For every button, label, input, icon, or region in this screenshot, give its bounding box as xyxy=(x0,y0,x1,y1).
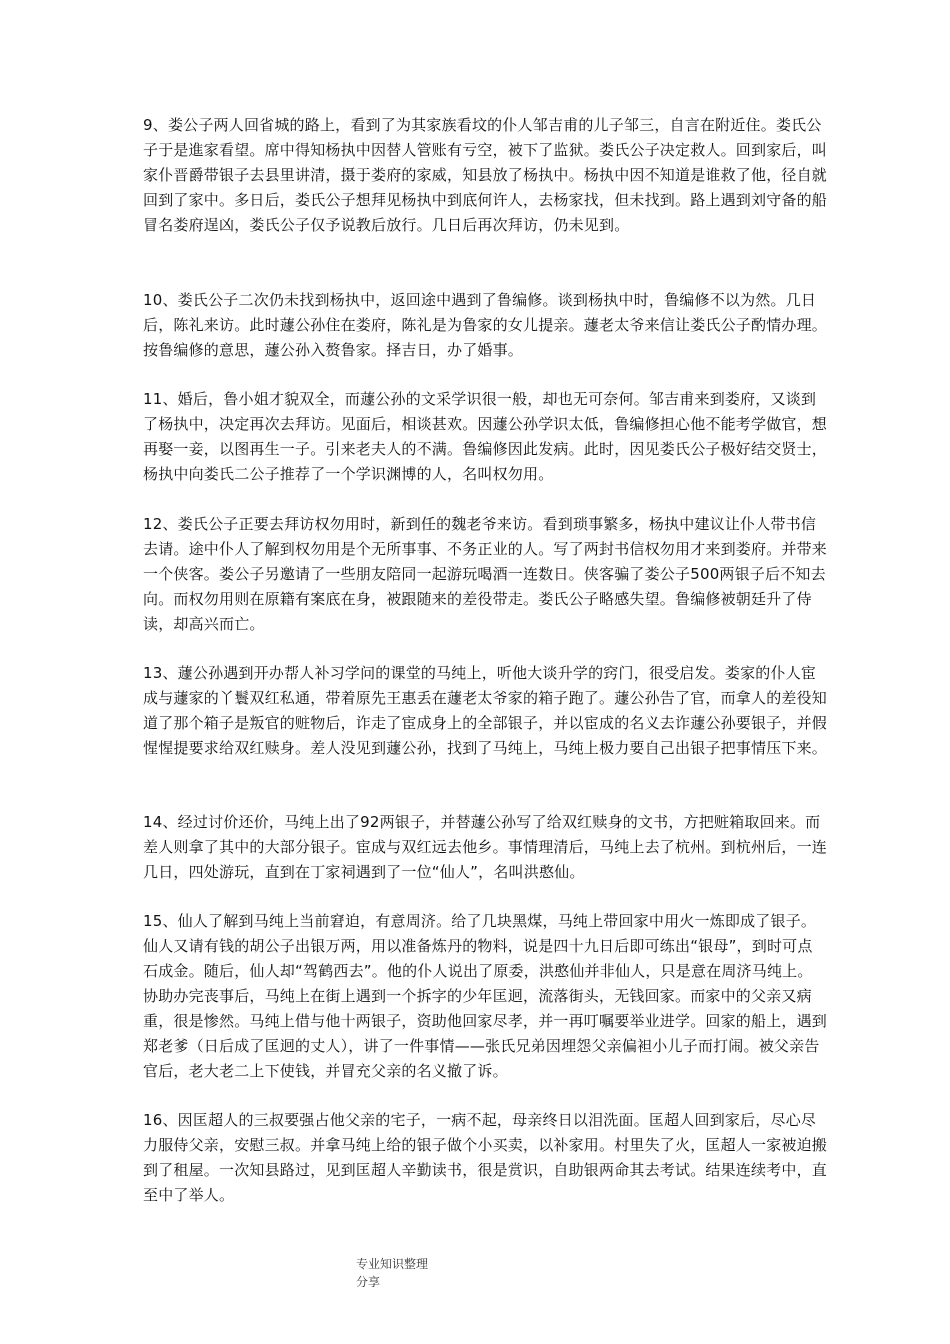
page-footer: 专业知识整理分享 xyxy=(356,1257,429,1289)
paragraph-9: 9、娄公子两人回省城的路上，看到了为其家族看坟的仆人邹吉甫的儿子邹三，自言在附近住。娄氏公子于是進家看望。席中得知杨执中因替人管账有亏空，被下了监狱。娄氏公子决定救人。回到家后，叫家仆晋爵带银子去县里讲清，摄于娄府的家威，知县放了杨执中。杨执中因不知道是谁救了他，径自就回到了家中。多日后，娄氏公子想拜见杨执中到底何许人，去杨家找，但未找到。路上遇到刘守备的船冒名娄府逞凶，娄氏公子仅予说教后放行。几日后再次拜访，仍未见到。 xyxy=(143,116,828,234)
paragraph-16: 16、因匡超人的三叔要强占他父亲的宅子，一病不起，母亲终日以泪洗面。匡超人回到家后，尽心尽力服侍父亲，安慰三叔。并拿马纯上给的银子做个小买卖，以补家用。村里失了火，匡超人一家被迫搬到了租屋。一次知县路过，见到匡超人辛勤读书，很是赏识，自助银两命其去考试。结果连续考中，直至中了举人。 xyxy=(143,1111,828,1204)
paragraph-15: 15、仙人了解到马纯上当前窘迫，有意周济。给了几块黑煤，马纯上带回家中用火一炼即成了银子。仙人又请有钱的胡公子出银万两，用以准备炼丹的物料，说是四十九日后即可练出“银母”，到时可点石成金。随后，仙人却“驾鹤西去”。他的仆人说出了原委，洪憨仙并非仙人，只是意在周济马纯上。协助办完丧事后，马纯上在街上遇到一个拆字的少年匡迥，流落街头，无钱回家。而家中的父亲又病重，很是惨然。马纯上借与他十两银子，资助他回家尽孝，并一再叮嘱要举业进学。回家的船上，遇到郑老爹（日后成了匡迥的丈人），讲了一件事情——张氏兄弟因埋怨父亲偏袒小儿子而打闹。被父亲告官后，老大老二上下使钱，并冒充父亲的名义撤了诉。 xyxy=(143,912,828,1080)
paragraph-13: 13、蘧公孙遇到开办帮人补习学问的课堂的马纯上，听他大谈升学的窍门，很受启发。娄家的仆人宦成与蘧家的丫鬟双红私通，带着原先王惠丢在蘧老太爷家的箱子跑了。蘧公孙告了官，而拿人的差役知道了那个箱子是叛官的赃物后，诈走了宦成身上的全部银子，并以宦成的名义去诈蘧公孙要银子，并假惺惺提要求给双红赎身。差人没见到蘧公孙，找到了马纯上，马纯上极力要自己出银子把事情压下来。 xyxy=(143,664,828,757)
paragraph-14: 14、经过讨价还价，马纯上出了92两银子，并替蘧公孙写了给双红赎身的文书，方把赃箱取回来。而差人则拿了其中的大部分银子。宦成与双红远去他乡。事情理清后，马纯上去了杭州。到杭州后，一连几日，四处游玩，直到在丁家祠遇到了一位“仙人”，名叫洪憨仙。 xyxy=(143,813,828,881)
paragraph-10: 10、娄氏公子二次仍未找到杨执中，返回途中遇到了鲁编修。谈到杨执中时，鲁编修不以为然。几日后，陈礼来访。此时蘧公孙住在娄府，陈礼是为鲁家的女儿提亲。蘧老太爷来信让娄氏公子酌情办理。按鲁编修的意思，蘧公孙入赘鲁家。择吉日，办了婚事。 xyxy=(143,291,828,359)
paragraph-11: 11、婚后，鲁小姐才貌双全，而蘧公孙的文采学识很一般，却也无可奈何。邹吉甫来到娄府，又谈到了杨执中，决定再次去拜访。见面后，相谈甚欢。因蘧公孙学识太低，鲁编修担心他不能考学做官，想再娶一妾，以图再生一子。引来老夫人的不满。鲁编修因此发病。此时，因见娄氏公子极好结交贤士，杨执中向娄氏二公子推荐了一个学识渊博的人，名叫权勿用。 xyxy=(143,390,828,483)
paragraph-12: 12、娄氏公子正要去拜访权勿用时，新到任的魏老爷来访。看到琐事繁多，杨执中建议让仆人带书信去请。途中仆人了解到权勿用是个无所事事、不务正业的人。写了两封书信权勿用才来到娄府。并带来一个侠客。娄公子另邀请了一些朋友陪同一起游玩喝酒一连数日。侠客骗了娄公子500两银子后不知去向。而权勿用则在原籍有案底在身，被跟随来的差役带走。娄氏公子略感失望。鲁编修被朝廷升了侍读，却高兴而亡。 xyxy=(143,515,828,633)
